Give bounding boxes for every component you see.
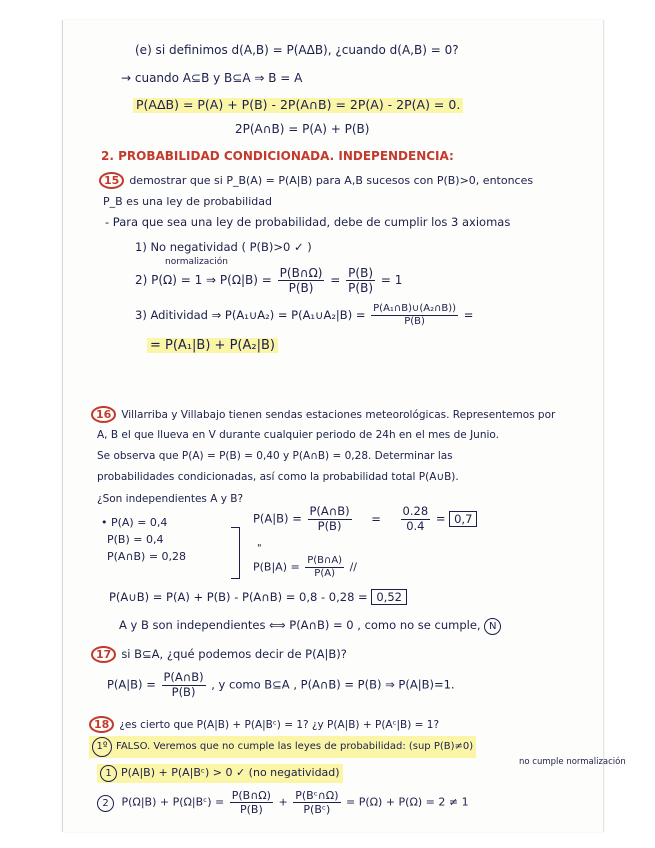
numerator: P(Bᶜ∩Ω) <box>295 789 339 802</box>
nonnegativity <box>97 764 343 783</box>
exercise-number: 18 <box>89 716 114 733</box>
text: demostrar que si P_B(A) = P(A|B) para A,B sucesos con P(B)>0, entonces <box>129 174 534 187</box>
note-normalizacion: normalización <box>165 257 228 267</box>
exercise-15-statement <box>99 172 533 189</box>
text: = <box>463 308 474 322</box>
denominator: P(B) <box>239 803 263 816</box>
exercise-17-answer <box>107 672 455 698</box>
axiom-1: 1) No negatividad ( P(B)>0 ✓ ) <box>135 240 312 254</box>
fraction <box>293 790 340 815</box>
denominator: P(Bᶜ) <box>303 803 331 816</box>
line-axioms: - Para que sea una ley de probabilidad, debe de cumplir los 3 axiomas <box>105 215 511 229</box>
circled-step: 1 <box>100 765 117 782</box>
notebook-page <box>62 20 626 832</box>
axiom-3 <box>135 304 473 327</box>
independence-line <box>119 618 505 635</box>
fraction <box>278 267 325 294</box>
line-13: A, B el que llueva en V durante cualquier periodo de 24h en el mes de Junio. <box>97 429 499 441</box>
brace <box>231 527 240 579</box>
text: FALSO. Veremos que no cumple las leyes de probabilidad: (sup P(B)≠0) <box>116 741 474 752</box>
text: ¿es cierto que P(A|B) + P(A|Bᶜ) = 1? ¿y P(A|B) + P(Aᶜ|B) = 1? <box>119 719 440 731</box>
quote-mark: " <box>257 543 262 554</box>
fraction <box>230 790 273 815</box>
line-e-definition: (e) si definimos d(A,B) = P(AΔB), ¿cuando d(A,B) = 0? <box>135 43 459 57</box>
equals: = <box>435 511 446 526</box>
numerator: P(A∩B) <box>309 504 350 518</box>
exercise-17-statement <box>91 646 347 663</box>
exercise-number: 15 <box>99 172 124 189</box>
given-pab: P(A∩B) = 0,28 <box>107 550 187 563</box>
line-symdiff: P(AΔB) = P(A) + P(B) - 2P(A∩B) = 2P(A) - 2P(A) = 0. <box>133 98 463 113</box>
text: P(Ω|B) + P(Ω|Bᶜ) = <box>121 795 225 809</box>
false-claim <box>89 736 476 758</box>
line-14: Se observa que P(A) = P(B) = 0,40 y P(A∩B) = 0,28. Determinar las <box>97 450 453 462</box>
given-pb: P(B) = 0,4 <box>107 533 164 546</box>
text: Villarriba y Villabajo tienen sendas estaciones meteorológicas. Representemos por <box>121 409 556 421</box>
denominator: P(B) <box>348 281 374 295</box>
exercise-18-statement <box>89 716 439 733</box>
conditional-a-given-b <box>253 506 477 532</box>
text: P(A|B) = <box>107 677 156 692</box>
additivity-result: = P(A₁|B) + P(A₂|B) <box>147 338 278 353</box>
text: = 1 <box>380 273 403 287</box>
line-when: → cuando A⊆B y B⊆A ⇒ B = A <box>121 71 303 85</box>
text: 3) Aditividad ⇒ P(A₁∪A₂) = P(A₁∪A₂|B) = <box>135 308 366 322</box>
circled-step: 1º <box>92 737 112 757</box>
numerator: 0.28 <box>402 504 429 518</box>
text: P(A|B) = <box>253 511 302 526</box>
union-probability <box>109 592 407 604</box>
text: A y B son independientes ⟺ P(A∩B) = 0 , como no se cumple, <box>119 618 481 632</box>
numerator: P(A∩B) <box>163 670 204 684</box>
line-pb-ley: P_B es una ley de probabilidad <box>103 195 273 208</box>
exercise-16-statement <box>91 406 555 423</box>
fraction <box>401 506 431 532</box>
boxed-result: 0,7 <box>449 511 477 527</box>
circled-answer: N <box>484 618 501 635</box>
axiom-2 <box>135 267 402 294</box>
denominator: P(B) <box>404 316 425 327</box>
denominator: 0.4 <box>406 518 425 533</box>
plus: + <box>278 795 288 809</box>
section-title: 2. PROBABILIDAD CONDICIONADA. INDEPENDENCIA: <box>101 149 454 163</box>
numerator: P(A₁∩B)∪(A₂∩B)) <box>373 303 457 314</box>
line-15: probabilidades condicionadas, así como la probabilidad total P(A∪B). <box>97 471 459 483</box>
text: si B⊆A, ¿qué podemos decir de P(A|B)? <box>121 647 347 661</box>
conditional-b-given-a <box>253 556 357 579</box>
end-mark: // <box>349 560 357 574</box>
circled-step: 2 <box>97 795 114 812</box>
denominator: P(B) <box>288 281 314 295</box>
exercise-number: 16 <box>91 406 116 423</box>
fraction <box>305 556 344 579</box>
normalization-check <box>97 790 469 815</box>
text: 2) P(Ω) = 1 ⇒ P(Ω|B) = <box>135 273 272 287</box>
text: P(B|A) = <box>253 560 300 574</box>
text: P(A|B) + P(A|Bᶜ) > 0 ✓ (no negatividad) <box>121 766 340 779</box>
numerator: P(B) <box>348 266 374 280</box>
exercise-number: 17 <box>91 646 116 663</box>
fraction <box>346 267 375 294</box>
numerator: P(B∩Ω) <box>279 266 323 280</box>
denominator: P(A) <box>314 568 335 579</box>
numerator: P(B∩A) <box>307 555 343 566</box>
note-no-cumple: no cumple normalización <box>519 757 626 767</box>
numerator: P(B∩Ω) <box>231 789 271 802</box>
equals: = <box>330 273 341 287</box>
denominator: P(B) <box>317 518 342 533</box>
text: = P(Ω) + P(Ω) = 2 ≠ 1 <box>346 795 469 809</box>
boxed-result: 0,52 <box>371 589 407 605</box>
line-16: ¿Son independientes A y B? <box>97 493 244 505</box>
equals: = <box>371 511 381 526</box>
fraction <box>371 304 458 327</box>
text: , y como B⊆A , P(A∩B) = P(B) ⇒ P(A|B)=1. <box>211 677 455 692</box>
given-pa: • P(A) = 0,4 <box>101 516 168 529</box>
line-2p: 2P(A∩B) = P(A) + P(B) <box>235 122 370 136</box>
fraction <box>308 506 352 532</box>
fraction <box>162 672 206 698</box>
denominator: P(B) <box>171 684 196 699</box>
text: P(A∪B) = P(A) + P(B) - P(A∩B) = 0,8 - 0,28 = <box>109 590 368 604</box>
